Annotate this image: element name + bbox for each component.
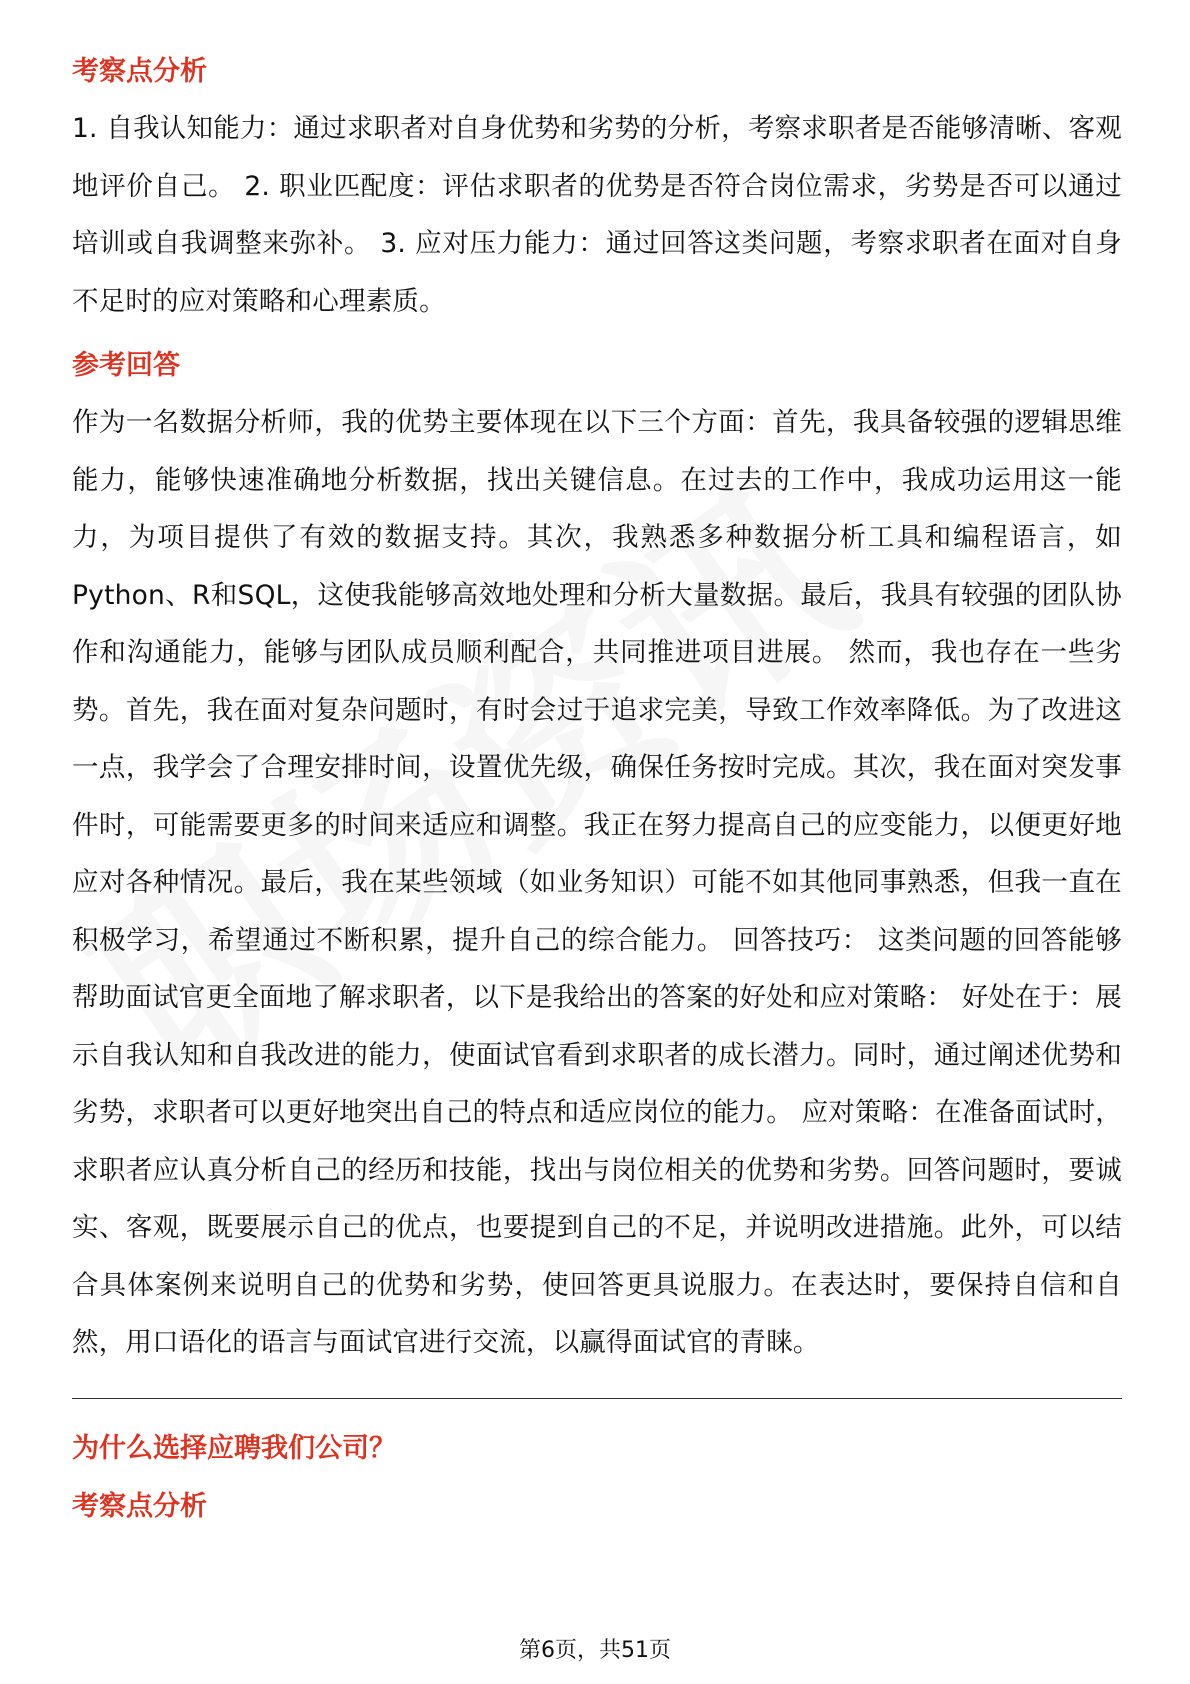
next-analysis-heading: 考察点分析 (72, 1490, 207, 1522)
question-title: 为什么选择应聘我们公司？ (72, 1432, 396, 1464)
answer-heading: 参考回答 (72, 350, 180, 381)
page-content (72, 52, 1122, 1527)
analysis-body: 1. 自我认知能力：通过求职者对自身优势和劣势的分析，考察求职者是否能够清晰、客观地评价自己。 2. 职业匹配度：评估求职者的优势是否符合岗位需求，劣势是否可以通过培训或自我调整来弥补。 3. 应对压力能力：通过回答这类问题，考察求职者在面对自身不足时的应对策略和心理素质。 (72, 113, 1122, 317)
answer-body: 作为一名数据分析师，我的优势主要体现在以下三个方面：首先，我具备较强的逻辑思维能力，能够快速准确地分析数据，找出关键信息。在过去的工作中，我成功运用这一能力，为项目提供了有效的数据支持。其次，我熟悉多种数据分析工具和编程语言，如Python、R和SQL，这使我能够高效地处理和分析大量数据。最后，我具有较强的团队协作和沟通能力，能够与团队成员顺利配合，共同推进项目进展。 然而，我也存在一些劣势。首先，我在面对复杂问题时，有时会过于追求完美，导致工作效率降低。为了改进这一点，我学会了合理安排时间，设置优先级，确保任务按时完成。其次，我在面对突发事件时，可能需要更多的时间来适应和调整。我正在努力提高自己的应变能力，以便更好地应对各种情况。最后，我在某些领域（如业务知识）可能不如其他同事熟悉，但我一直在积极学习，希望通过不断积累，提升自己的综合能力。 回答技巧： 这类问题的回答能够帮助面试官更全面地了解求职者，以下是我给出的答案的好处和应对策略： 好处在于：展示自我认知和自我改进的能力，使面试官看到求职者的成长潜力。同时，通过阐述优势和劣势，求职者可以更好地突出自己的特点和适应岗位的能力。 应对策略：在准备面试时，求职者应认真分析自己的经历和技能，找出与岗位相关的优势和劣势。回答问题时，要诚实、客观，既要展示自己的优点，也要提到自己的不足，并说明改进措施。此外，可以结合具体案例来说明自己的优势和劣势，使回答更具说服力。在表达时，要保持自信和自然，用口语化的语言与面试官进行交流，以赢得面试官的青睐。 (72, 407, 1122, 1358)
section-divider (72, 1398, 1122, 1399)
page-number: 第6页，共51页 (519, 1638, 671, 1663)
analysis-heading: 考察点分析 (72, 56, 207, 87)
